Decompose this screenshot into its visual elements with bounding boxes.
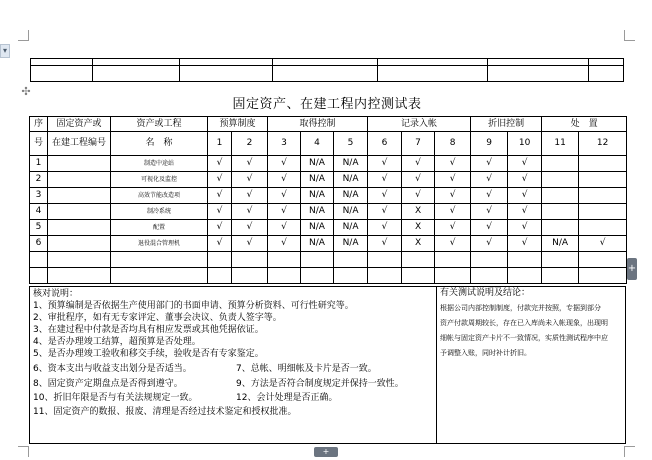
- row-asset-no: [48, 220, 111, 236]
- crop-mark-bottom-left: [18, 446, 29, 457]
- row-cell: [579, 172, 627, 188]
- col-1: 1: [208, 132, 232, 156]
- row-cell: √: [208, 236, 232, 252]
- row-asset-no: [48, 236, 111, 252]
- row-cell: [368, 252, 402, 268]
- notes-divider: [436, 286, 437, 444]
- note-line: 7、总帐、明细帐及卡片是否一致。: [236, 364, 377, 374]
- header-disposal: 处 置: [542, 117, 627, 132]
- row-cell: [232, 252, 268, 268]
- note-line: 8、固定资产定期盘点是否得到遵守。: [33, 379, 183, 389]
- row-asset-name: 制造中途站: [111, 156, 208, 172]
- row-cell: √: [471, 236, 508, 252]
- col-7: 7: [402, 132, 435, 156]
- table-row: [30, 188, 627, 204]
- col-9: 9: [471, 132, 508, 156]
- row-seq: 3: [30, 188, 48, 204]
- header-seq: 序: [30, 117, 48, 132]
- row-cell: N/A: [334, 172, 368, 188]
- col-8: 8: [435, 132, 471, 156]
- row-asset-no: [48, 268, 111, 284]
- row-cell: [579, 204, 627, 220]
- subheader-asset-name: 名 称: [111, 132, 208, 156]
- row-cell: N/A: [334, 156, 368, 172]
- row-cell: [402, 268, 435, 284]
- row-cell: N/A: [334, 236, 368, 252]
- note-line: 2、审批程序，如有无专家评定、董事会决议、负责人签字等。: [33, 313, 282, 323]
- row-cell: [334, 252, 368, 268]
- row-cell: √: [268, 188, 301, 204]
- row-cell: [301, 268, 334, 284]
- row-cell: √: [508, 172, 542, 188]
- row-cell: [208, 268, 232, 284]
- row-cell: √: [232, 236, 268, 252]
- row-cell: [471, 268, 508, 284]
- crop-mark-bottom-right: [624, 446, 635, 457]
- note-line: 4、是否办理竣工结算，超预算是否处理。: [33, 337, 201, 347]
- row-cell: X: [402, 236, 435, 252]
- note-line: 6、资本支出与收益支出划分是否适当。: [33, 364, 192, 374]
- row-cell: [542, 188, 579, 204]
- row-cell: √: [268, 220, 301, 236]
- left-margin-marker-icon: ▾: [0, 44, 10, 58]
- col-11: 11: [542, 132, 579, 156]
- row-cell: [334, 268, 368, 284]
- row-asset-name: 退役混合管理机: [111, 236, 208, 252]
- row-cell: √: [232, 188, 268, 204]
- row-cell: N/A: [542, 236, 579, 252]
- header-record: 记录入帐: [368, 117, 471, 132]
- row-cell: √: [508, 220, 542, 236]
- row-cell: N/A: [301, 204, 334, 220]
- crop-mark-top-right: [624, 30, 635, 41]
- row-cell: √: [435, 172, 471, 188]
- col-10: 10: [508, 132, 542, 156]
- row-cell: [542, 204, 579, 220]
- row-asset-no: [48, 172, 111, 188]
- row-cell: √: [368, 220, 402, 236]
- row-cell: [268, 268, 301, 284]
- row-cell: N/A: [301, 172, 334, 188]
- row-cell: √: [471, 220, 508, 236]
- header-control: 取得控制: [268, 117, 368, 132]
- side-note-line: 资产付款周期较长，存在已入库尚未入帐现象，出现明: [440, 319, 608, 327]
- table-right-handle-icon[interactable]: +: [627, 258, 637, 280]
- note-line: 5、是否办理竣工验收和移交手续，验收是否有专家鉴定。: [33, 349, 264, 359]
- row-cell: √: [232, 204, 268, 220]
- row-cell: √: [232, 172, 268, 188]
- col-4: 4: [301, 132, 334, 156]
- row-seq: 2: [30, 172, 48, 188]
- row-cell: [579, 156, 627, 172]
- row-cell: √: [471, 156, 508, 172]
- subheader-seq: 号: [30, 132, 48, 156]
- row-cell: √: [579, 236, 627, 252]
- row-seq: 5: [30, 220, 48, 236]
- row-cell: √: [208, 156, 232, 172]
- table-subheader-row: [30, 132, 627, 156]
- row-cell: [579, 252, 627, 268]
- note-line: 1、预算编制是否依据生产使用部门的书面申请、预算分析资料、可行性研究等。: [33, 301, 354, 311]
- row-cell: √: [435, 236, 471, 252]
- row-cell: N/A: [334, 188, 368, 204]
- row-cell: N/A: [334, 204, 368, 220]
- row-cell: [579, 220, 627, 236]
- note-line: 3、在建过程中付款是否均具有相应发票或其他凭据依证。: [33, 325, 264, 335]
- row-cell: √: [368, 236, 402, 252]
- row-cell: √: [368, 172, 402, 188]
- row-cell: √: [471, 204, 508, 220]
- header-budget: 预算制度: [208, 117, 268, 132]
- row-cell: √: [402, 172, 435, 188]
- row-asset-no: [48, 204, 111, 220]
- row-cell: √: [471, 188, 508, 204]
- table-header-row: [30, 117, 627, 132]
- row-asset-name: 制冷系统: [111, 204, 208, 220]
- table-row: [30, 156, 627, 172]
- note-line: 12、会计处理是否正确。: [236, 393, 338, 403]
- internal-control-test-table: [29, 116, 627, 284]
- row-cell: N/A: [301, 220, 334, 236]
- notes-title: 核对说明：: [33, 289, 79, 299]
- row-cell: √: [268, 236, 301, 252]
- note-line: 10、折旧年限是否与有关法规规定一致。: [33, 393, 198, 403]
- header-asset-name: 资产或工程: [111, 117, 208, 132]
- table-row: [30, 252, 627, 268]
- col-6: 6: [368, 132, 402, 156]
- table-row: [30, 172, 627, 188]
- row-cell: √: [435, 188, 471, 204]
- row-cell: [508, 268, 542, 284]
- row-cell: √: [368, 188, 402, 204]
- previous-table-fragment: [30, 58, 624, 82]
- row-cell: √: [208, 204, 232, 220]
- row-cell: [402, 252, 435, 268]
- row-cell: √: [402, 188, 435, 204]
- row-cell: √: [508, 156, 542, 172]
- row-cell: [579, 268, 627, 284]
- row-cell: √: [208, 220, 232, 236]
- row-seq: [30, 252, 48, 268]
- row-cell: [268, 252, 301, 268]
- crop-mark-top-left: [18, 30, 29, 41]
- table-row: [30, 220, 627, 236]
- row-seq: [30, 268, 48, 284]
- note-line: 9、方法是否符合制度规定并保持一致性。: [236, 379, 404, 389]
- row-cell: [232, 268, 268, 284]
- row-cell: √: [508, 188, 542, 204]
- side-note-line: 根据公司内部控制制度，付款完并按照，专据到部分: [440, 304, 601, 312]
- row-cell: √: [232, 156, 268, 172]
- row-cell: √: [368, 204, 402, 220]
- row-cell: √: [435, 156, 471, 172]
- row-asset-name: 高效节能改造项: [111, 188, 208, 204]
- row-cell: √: [508, 204, 542, 220]
- row-cell: √: [471, 172, 508, 188]
- row-cell: [542, 268, 579, 284]
- row-cell: N/A: [301, 236, 334, 252]
- row-seq: 4: [30, 204, 48, 220]
- row-cell: [508, 252, 542, 268]
- row-cell: [542, 172, 579, 188]
- row-asset-name: 配置: [111, 220, 208, 236]
- row-cell: √: [368, 156, 402, 172]
- row-cell: [579, 188, 627, 204]
- row-asset-no: [48, 156, 111, 172]
- header-asset: 固定资产或: [48, 117, 111, 132]
- row-cell: [435, 268, 471, 284]
- row-cell: √: [268, 172, 301, 188]
- side-note-line: 予调整入账，同时补计折旧。: [440, 349, 531, 357]
- table-move-icon[interactable]: ✣: [21, 85, 31, 98]
- row-cell: √: [208, 188, 232, 204]
- header-depreciation: 折旧控制: [471, 117, 542, 132]
- row-cell: [368, 268, 402, 284]
- row-asset-name: 可视化及监控: [111, 172, 208, 188]
- row-cell: [542, 220, 579, 236]
- row-cell: √: [232, 220, 268, 236]
- row-cell: √: [402, 156, 435, 172]
- row-cell: [301, 252, 334, 268]
- table-row: [30, 236, 627, 252]
- note-line: 11、固定资产的数报、报废、清理是否经过技术鉴定和授权批准。: [33, 407, 297, 417]
- row-asset-name: [111, 252, 208, 268]
- col-3: 3: [268, 132, 301, 156]
- row-cell: √: [268, 204, 301, 220]
- col-2: 2: [232, 132, 268, 156]
- row-asset-name: [111, 268, 208, 284]
- row-cell: [208, 252, 232, 268]
- col-12: 12: [579, 132, 627, 156]
- page-title: 固定资产、在建工程内控测试表: [232, 97, 422, 112]
- row-cell: [542, 156, 579, 172]
- row-cell: √: [208, 172, 232, 188]
- row-cell: X: [402, 220, 435, 236]
- side-note-line: 细帐与固定资产卡片不一致情况，实质性测试程序中应: [440, 334, 608, 342]
- table-row: [30, 268, 627, 284]
- row-cell: [542, 252, 579, 268]
- row-asset-no: [48, 188, 111, 204]
- row-seq: 1: [30, 156, 48, 172]
- row-cell: [435, 252, 471, 268]
- row-asset-no: [48, 252, 111, 268]
- row-cell: N/A: [301, 188, 334, 204]
- row-cell: √: [435, 220, 471, 236]
- row-cell: N/A: [301, 156, 334, 172]
- row-cell: √: [435, 204, 471, 220]
- table-row: [30, 204, 627, 220]
- table-bottom-handle-icon[interactable]: +: [314, 447, 338, 457]
- side-notes-title: 有关测试说明及结论：: [440, 288, 531, 298]
- row-cell: X: [402, 204, 435, 220]
- row-cell: √: [268, 156, 301, 172]
- col-5: 5: [334, 132, 368, 156]
- row-cell: √: [508, 236, 542, 252]
- row-seq: 6: [30, 236, 48, 252]
- subheader-asset: 在建工程编号: [48, 132, 111, 156]
- row-cell: N/A: [334, 220, 368, 236]
- row-cell: [471, 252, 508, 268]
